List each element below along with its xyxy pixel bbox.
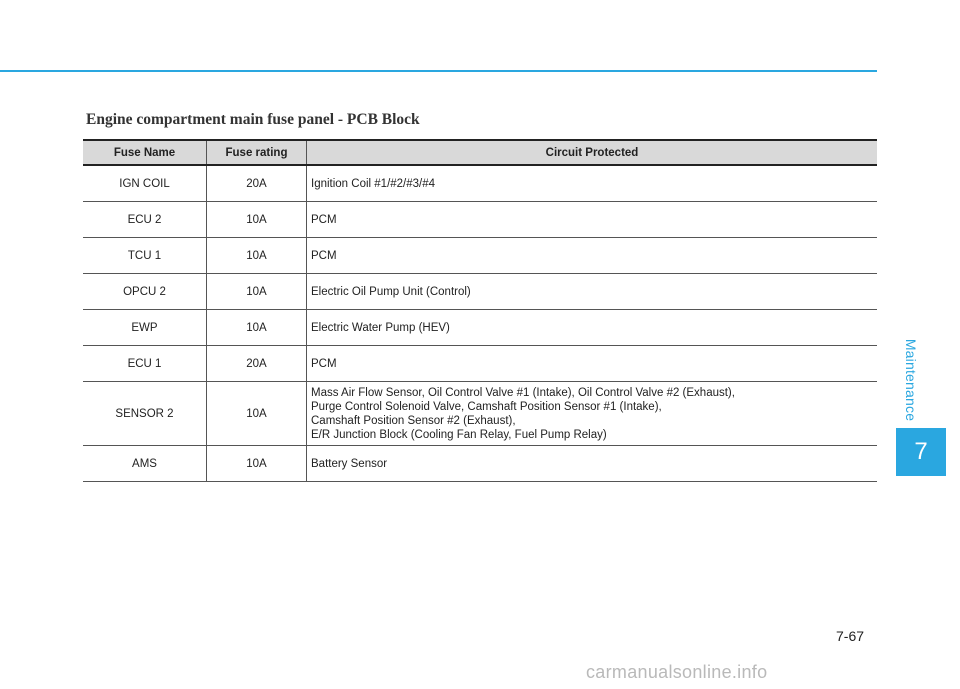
fuse-rating-cell: 10A <box>207 202 307 238</box>
table-row <box>83 202 877 238</box>
chapter-tab[interactable]: 7 <box>896 428 946 476</box>
header-row <box>83 140 877 165</box>
column-header-fuse-rating: Fuse rating <box>207 140 307 165</box>
fuse-name-cell: ECU 2 <box>83 202 207 238</box>
circuit-protected-cell: Electric Oil Pump Unit (Control) <box>307 274 878 310</box>
column-header-circuit-protected: Circuit Protected <box>307 140 878 165</box>
fuse-name-cell: ECU 1 <box>83 346 207 382</box>
fuse-table <box>83 139 877 482</box>
circuit-line: E/R Junction Block (Cooling Fan Relay, Fuel Pump Relay) <box>311 428 607 441</box>
fuse-name-cell: IGN COIL <box>83 165 207 202</box>
fuse-name-cell: OPCU 2 <box>83 274 207 310</box>
table-row <box>83 165 877 202</box>
top-rule <box>0 70 877 72</box>
chapter-side-label <box>896 330 926 430</box>
page-number: 7-67 <box>836 628 865 644</box>
fuse-rating-cell: 10A <box>207 274 307 310</box>
circuit-protected-cell: PCM <box>307 346 878 382</box>
fuse-rating-cell: 20A <box>207 346 307 382</box>
table-row <box>83 238 877 274</box>
fuse-rating-cell: 10A <box>207 446 307 482</box>
circuit-protected-cell: Ignition Coil #1/#2/#3/#4 <box>307 165 878 202</box>
fuse-rating-cell: 10A <box>207 382 307 446</box>
watermark-text: carmanualsonline.info <box>586 662 768 682</box>
fuse-name-cell: TCU 1 <box>83 238 207 274</box>
table-row <box>83 274 877 310</box>
table-row <box>83 382 877 446</box>
fuse-name-cell: EWP <box>83 310 207 346</box>
fuse-table-header <box>83 140 877 165</box>
circuit-line: Purge Control Solenoid Valve, Camshaft Position Sensor #1 (Intake), <box>311 400 662 413</box>
circuit-protected-cell: Electric Water Pump (HEV) <box>307 310 878 346</box>
circuit-protected-cell: PCM <box>307 202 878 238</box>
circuit-protected-cell <box>307 382 878 446</box>
fuse-name-cell: SENSOR 2 <box>83 382 207 446</box>
circuit-protected-cell: Battery Sensor <box>307 446 878 482</box>
chapter-side-label-text: Maintenance <box>903 338 919 422</box>
fuse-rating-cell: 20A <box>207 165 307 202</box>
circuit-line: Camshaft Position Sensor #2 (Exhaust), <box>311 414 516 427</box>
circuit-protected-cell: PCM <box>307 238 878 274</box>
fuse-table-body <box>83 165 877 482</box>
table-row <box>83 346 877 382</box>
fuse-rating-cell: 10A <box>207 310 307 346</box>
column-header-fuse-name: Fuse Name <box>83 140 207 165</box>
section-title: Engine compartment main fuse panel - PCB Block <box>86 111 420 128</box>
fuse-name-cell: AMS <box>83 446 207 482</box>
table-row <box>83 310 877 346</box>
table-row <box>83 446 877 482</box>
circuit-line: Mass Air Flow Sensor, Oil Control Valve #1 (Intake), Oil Control Valve #2 (Exhaust), <box>311 386 735 399</box>
fuse-rating-cell: 10A <box>207 238 307 274</box>
